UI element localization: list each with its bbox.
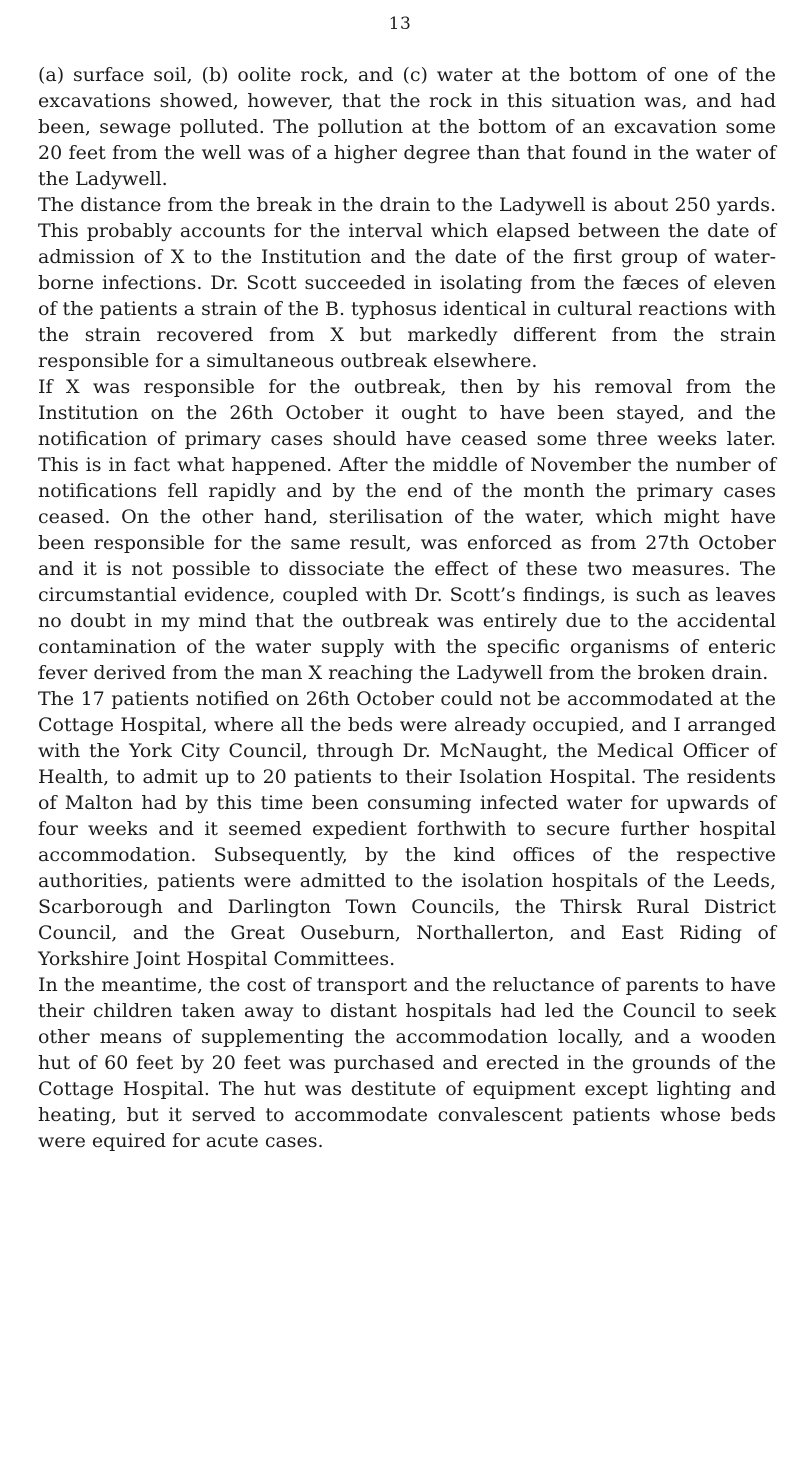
page-number: 13 [388, 14, 412, 34]
paragraph-1: (a) surface soil, (b) oolite rock, and (c) water at the bottom of one of the excavations showed, however, that the rock in this situation was, and had been, sewage polluted. The pollution at the bottom of an excavation some 20 feet from the well was of a higher degree than that found in the water of the Ladywell. [38, 64, 776, 190]
paragraph-5: In the meantime, the cost of transport and the reluctance of parents to have their children taken away to distant hospitals had led the Council to seek other means of supplementing the accommodation locally, and a wooden hut of 60 feet by 20 feet was purchased and erected in the grounds of the Cottage Hospital. The hut was destitute of equipment except lighting and heating, but it served to accommodate convalescent patients whose beds were equired for acute cases. [38, 974, 776, 1152]
paragraph-4: The 17 patients notified on 26th October could not be accommodated at the Cottage Hospital, where all the beds were already occupied, and I arranged with the York City Council, through Dr. McNaught, the Medical Officer of Health, to admit up to 20 patients to their Isolation Hospital. The residents of Malton had by this time been consuming infected water for upwards of four weeks and it seemed expedient forthwith to secure further hospital accommodation. Subsequently, by the kind offices of the respective authorities, patients were admitted to the isolation hospitals of the Leeds, Scarborough and Darlington Town Councils, the Thirsk Rural District Council, and the Great Ouseburn, Northallerton, and East Riding of Yorkshire Joint Hospital Committees. [38, 688, 776, 970]
body-text [38, 62, 776, 1154]
paragraph-3: If X was responsible for the outbreak, then by his removal from the Institution on the 26th October it ought to have been stayed, and the notification of primary cases should have ceased some three weeks later. This is in fact what happened. After the middle of November the number of notifications fell rapidly and by the end of the month the primary cases ceased. On the other hand, sterilisation of the water, which might have been responsible for the same result, was enforced as from 27th October and it is not possible to dissociate the effect of these two measures. The circumstantial evidence, coupled with Dr. Scott’s findings, is such as leaves no doubt in my mind that the outbreak was entirely due to the accidental contamination of the water supply with the specific organisms of enteric fever derived from the man X reaching the Ladywell from the broken drain. [38, 376, 776, 684]
paragraph-2: The distance from the break in the drain to the Ladywell is about 250 yards. This probably accounts for the interval which elapsed between the date of admission of X to the Institution and the date of the first group of water-borne infections. Dr. Scott succeeded in isolating from the fæces of eleven of the patients a strain of the B. typhosus identical in cultural reactions with the strain recovered from X but markedly different from the strain responsible for a simultaneous outbreak elsewhere. [38, 194, 776, 372]
